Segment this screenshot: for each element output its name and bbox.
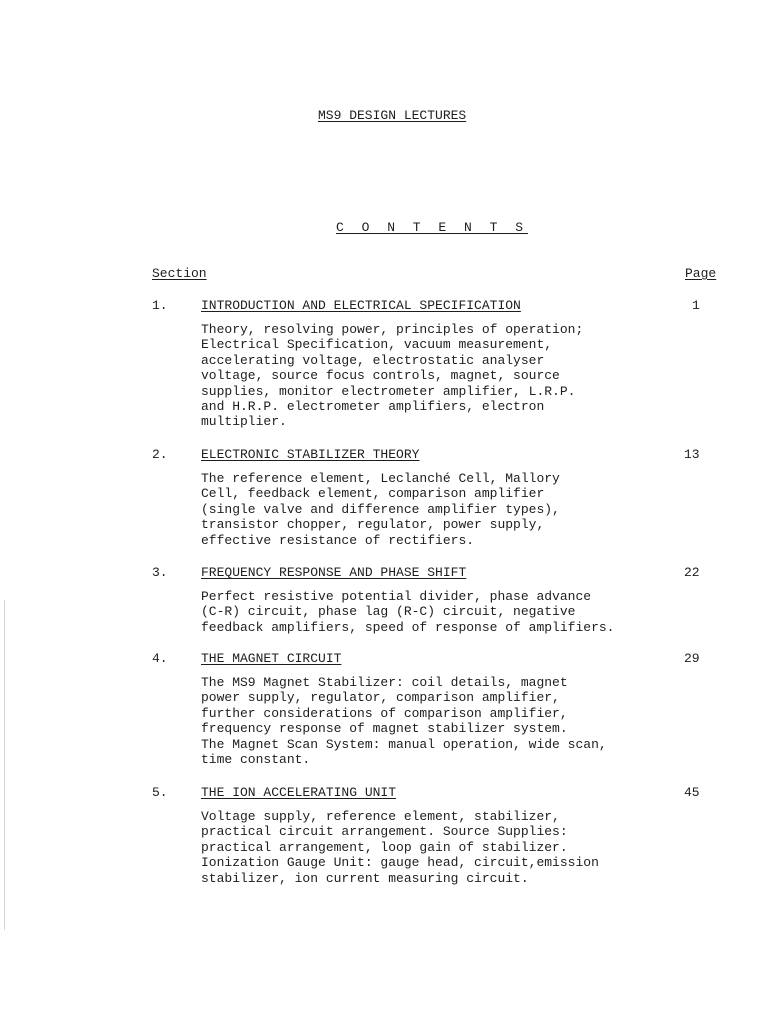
entry-page-number: 1: [692, 298, 700, 313]
entry-number: 3.: [152, 565, 168, 580]
entry-description: [201, 471, 560, 548]
description-line: supplies, monitor electrometer amplifier, L.R.P.: [201, 383, 576, 399]
entry-page-number: 13: [684, 447, 700, 462]
entry-heading: THE MAGNET CIRCUIT: [201, 651, 342, 666]
description-line: practical circuit arrangement. Source Supplies:: [201, 824, 568, 840]
description-line: Voltage supply, reference element, stabilizer,: [201, 809, 560, 824]
description-line: Cell, feedback element, comparison amplifier: [201, 486, 545, 502]
document-title: MS9 DESIGN LECTURES: [318, 108, 467, 123]
entry-page-number: 29: [684, 651, 700, 666]
description-line: (C-R) circuit, phase lag (R-C) circuit, negative: [201, 604, 576, 620]
entry-heading: THE ION ACCELERATING UNIT: [201, 785, 397, 800]
entry-description: [201, 809, 599, 886]
description-line: feedback amplifiers, speed of response of amplifiers.: [201, 619, 615, 635]
description-line: The MS9 Magnet Stabilizer: coil details, magnet: [201, 675, 568, 690]
description-line: The reference element, Leclanché Cell, Mallory: [201, 471, 560, 486]
description-line: power supply, regulator, comparison amplifier,: [201, 690, 560, 706]
entry-page-number: 22: [684, 565, 700, 580]
description-line: Ionization Gauge Unit: gauge head, circuit,emission: [201, 855, 599, 871]
description-line: voltage, source focus controls, magnet, source: [201, 368, 560, 384]
description-line: frequency response of magnet stabilizer system.: [201, 721, 568, 737]
entry-heading: INTRODUCTION AND ELECTRICAL SPECIFICATION: [201, 298, 521, 313]
entry-description: [201, 589, 614, 635]
entry-heading: ELECTRONIC STABILIZER THEORY: [201, 447, 420, 462]
description-line: (single valve and difference amplifier types),: [201, 501, 560, 517]
entry-page-number: 45: [684, 785, 700, 800]
description-line: accelerating voltage, electrostatic analyser: [201, 352, 545, 368]
section-column-label: Section: [152, 266, 207, 281]
description-line: The Magnet Scan System: manual operation, wide scan,: [201, 736, 607, 752]
scan-edge-line: [4, 600, 5, 930]
contents-heading: C O N T E N T S: [336, 220, 529, 235]
description-line: stabilizer, ion current measuring circuit.: [201, 870, 529, 886]
description-line: effective resistance of rectifiers.: [201, 532, 475, 548]
description-line: transistor chopper, regulator, power supply,: [201, 517, 545, 533]
description-line: multiplier.: [201, 414, 287, 430]
entry-number: 1.: [152, 298, 168, 313]
entry-number: 5.: [152, 785, 168, 800]
page-column-label: Page: [685, 266, 717, 281]
entry-description: [201, 322, 583, 430]
description-line: and H.R.P. electrometer amplifiers, electron: [201, 399, 545, 415]
description-line: time constant.: [201, 752, 311, 768]
entry-number: 4.: [152, 651, 168, 666]
description-line: Perfect resistive potential divider, phase advance: [201, 589, 592, 604]
description-line: Theory, resolving power, principles of operation;: [201, 322, 584, 337]
entry-heading: FREQUENCY RESPONSE AND PHASE SHIFT: [201, 565, 467, 580]
description-line: Electrical Specification, vacuum measurement,: [201, 337, 553, 353]
description-line: further considerations of comparison amplifier,: [201, 705, 568, 721]
description-line: practical arrangement, loop gain of stabilizer.: [201, 839, 568, 855]
entry-description: [201, 675, 607, 767]
entry-number: 2.: [152, 447, 168, 462]
